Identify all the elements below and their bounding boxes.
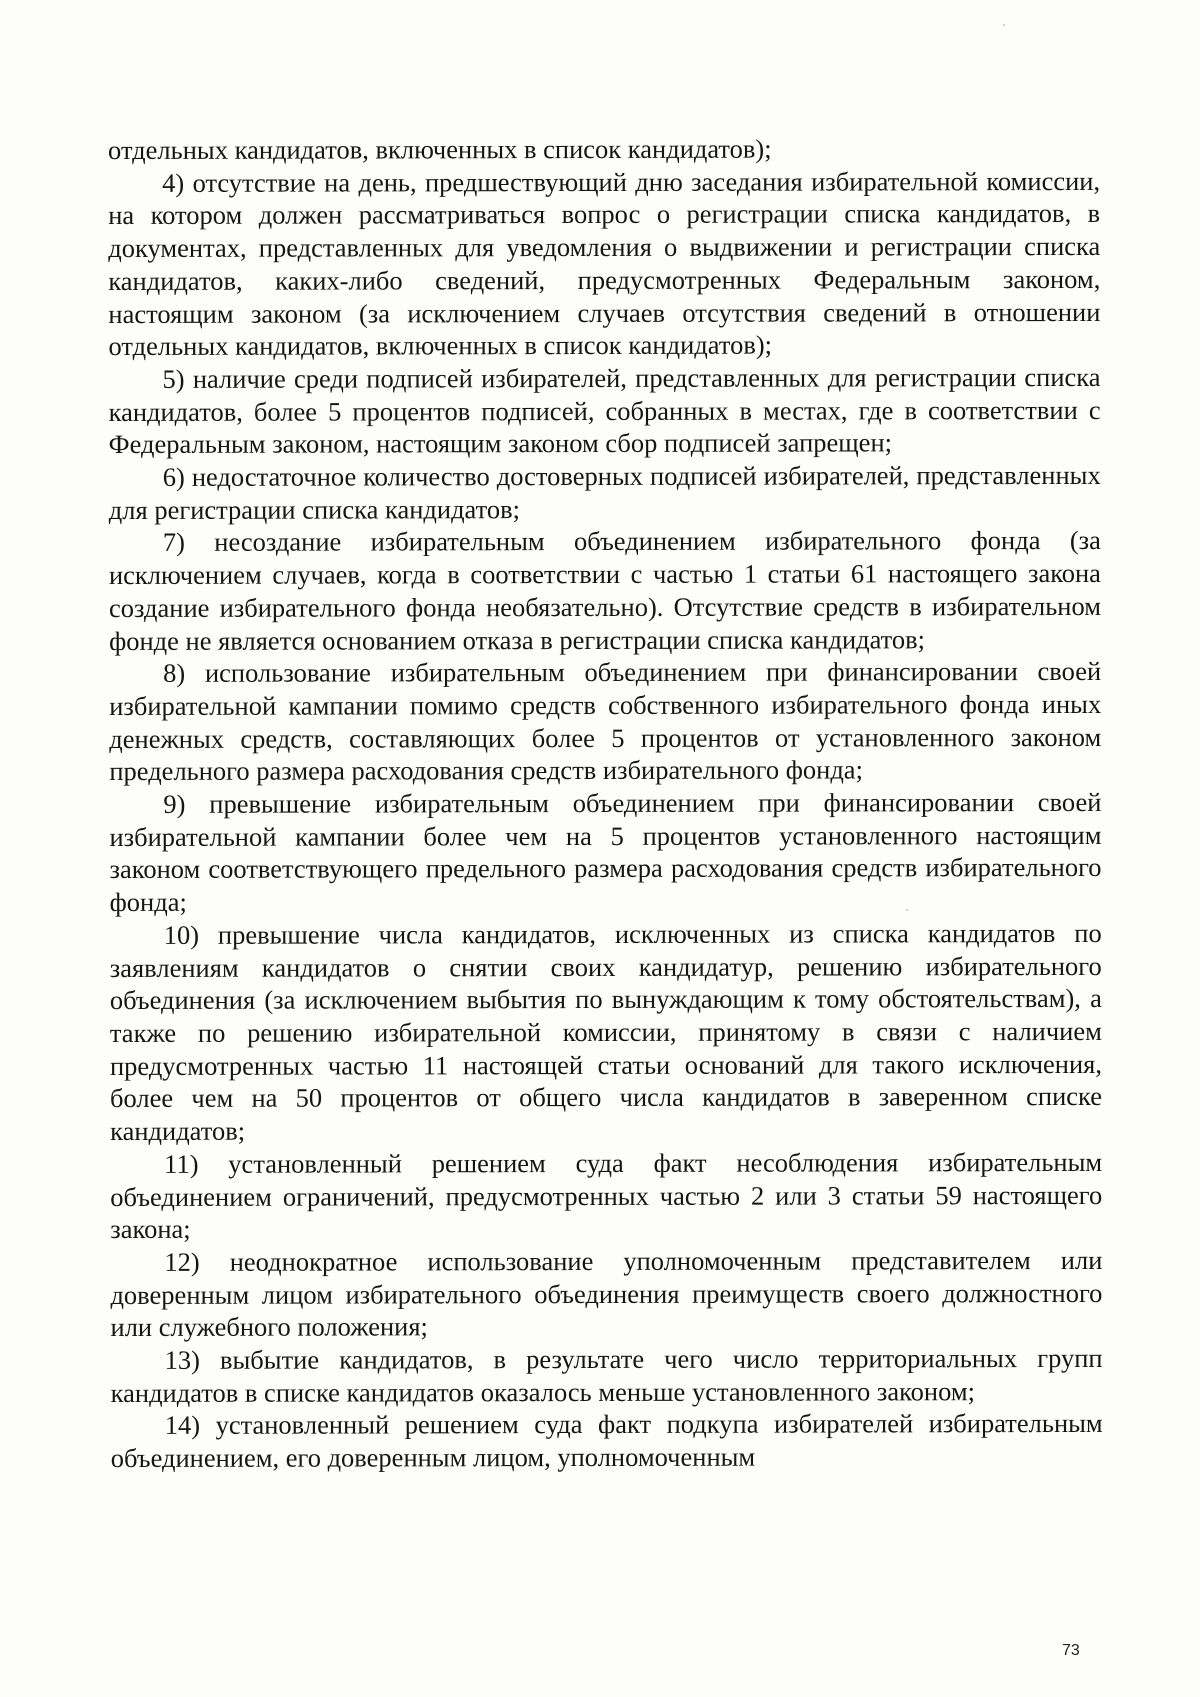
paragraph-item-11: 11) установленный решением суда факт несоблюдения избирательным объединением ограничений, предусмотренных частью 2 или 3 статьи 59 настоящего закона; <box>110 1146 1103 1245</box>
paragraph-item-7: 7) несоздание избирательным объединением избирательного фонда (за исключением случаев, когда в соответствии с частью 1 статьи 61 настоящего закона создание избирательного фонда необязательно). Отсутствие средств в избирательном фонде не является основанием отказа в регистрации списка кандидатов; <box>108 525 1102 656</box>
paragraph-item-9: 9) превышение избирательным объединением при финансировании своей избирательной кампании более чем на 5 процентов установленного настоящим законом соответствующего предельного размера расходования средств избирательного фонда; <box>109 786 1102 918</box>
paragraph-item-12: 12) неоднократное использование уполномоченным представителем или доверенным лицом избирательного объединения преимуществ своего должностного или служебного положения; <box>110 1244 1103 1343</box>
paragraph-item-14: 14) установленный решением суда факт подкупа избирателей избирательным объединением, его доверенным лицом, уполномоченным <box>110 1408 1103 1474</box>
paragraph-item-8: 8) использование избирательным объединением при финансировании своей избирательной кампании помимо средств собственного избирательного фонда иных денежных средств, составляющих более 5 процентов от установленного законом предельного размера расходования средств избирательного фонда; <box>109 656 1102 787</box>
document-body <box>108 132 1103 1475</box>
paragraph-item-13: 13) выбытие кандидатов, в результате чего число территориальных групп кандидатов в списке кандидатов оказалось меньше установленного законом; <box>110 1342 1103 1408</box>
paragraph-item-4: 4) отсутствие на день, предшествующий дню заседания избирательной комиссии, на котором должен рассматриваться вопрос о регистрации списка кандидатов, в документах, представленных для уведомления о выдвижении и регистрации списка кандидатов, каких-либо сведений, предусмотренных Федеральным законом, настоящим законом (за исключением случаев отсутствия сведений в отношении отдельных кандидатов, включенных в список кандидатов); <box>108 165 1101 362</box>
scan-speck <box>1003 24 1005 26</box>
paragraph-item-10: 10) превышение числа кандидатов, исключенных из списка кандидатов по заявлениям кандидатов о снятии своих кандидатур, решению избирательного объединения (за исключением выбытия по вынуждающим к тому обстоятельствам), а также по решению избирательной комиссии, принятому в связи с наличием предусмотренных частью 11 настоящей статьи оснований для такого исключения, более чем на 50 процентов от общего числа кандидатов в заверенном списке кандидатов; <box>109 917 1103 1147</box>
scan-speck <box>906 909 908 911</box>
paragraph-item-5: 5) наличие среди подписей избирателей, представленных для регистрации списка кандидатов, более 5 процентов подписей, собранных в местах, где в соответствии с Федеральным законом, настоящим законом сбор подписей запрещен; <box>108 361 1101 460</box>
paragraph-item-6: 6) недостаточное количество достоверных подписей избирателей, представленных для регистрации списка кандидатов; <box>108 459 1101 525</box>
paragraph-continuation: отдельных кандидатов, включенных в список кандидатов); <box>108 133 772 165</box>
page-number: 73 <box>1062 1642 1080 1659</box>
